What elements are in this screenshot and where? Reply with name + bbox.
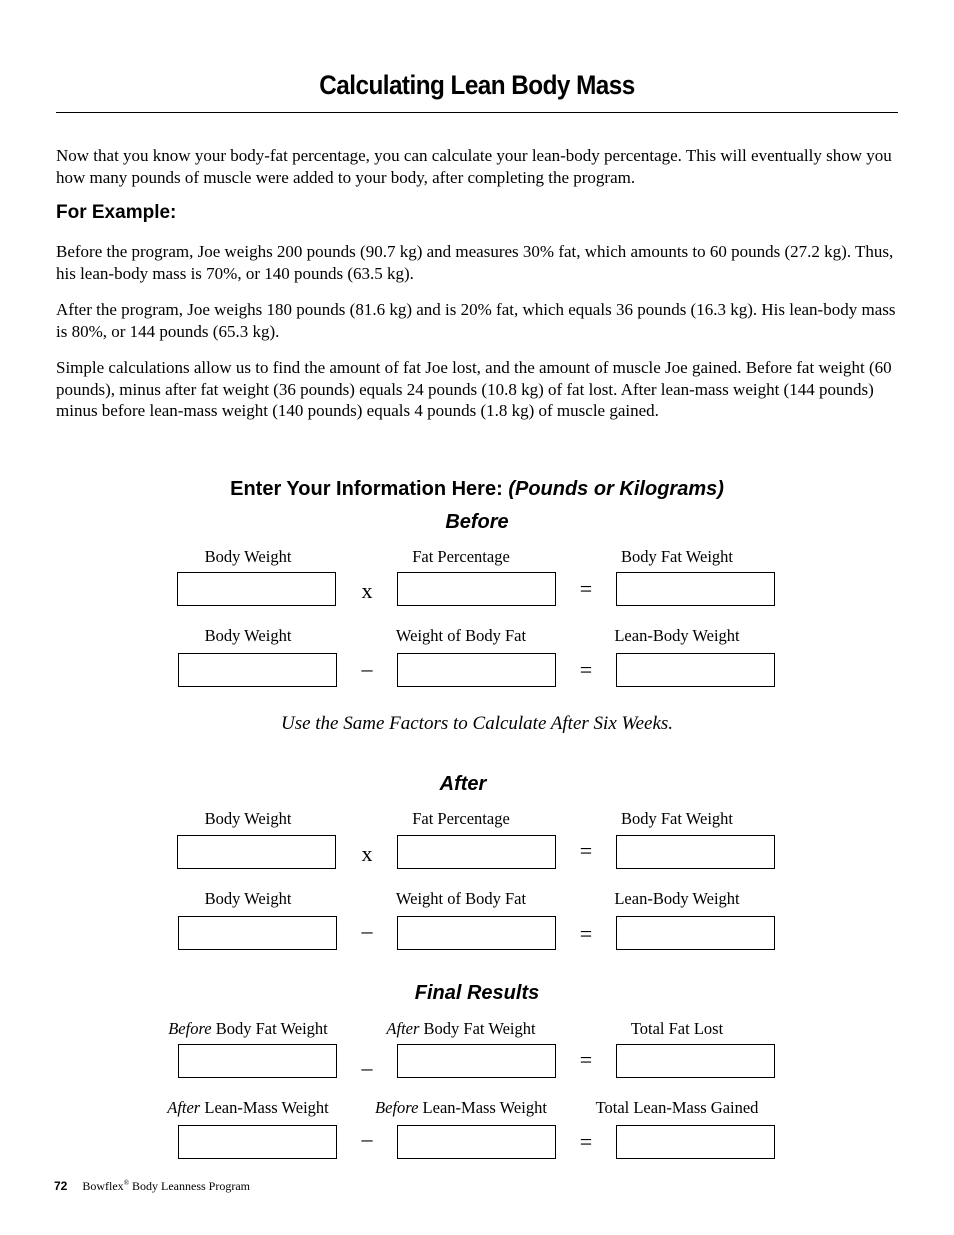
before-body-fat-weight-label: Body Fat Weight [620, 547, 734, 566]
after-lean-body-weight-label: Lean-Body Weight [614, 889, 740, 908]
lean-mass-weight-suffix: Lean-Mass Weight [204, 1098, 329, 1117]
after-body-weight-label: Body Weight [204, 809, 292, 828]
before-word: Before [168, 1019, 212, 1038]
body-fat-weight-suffix: Body Fat Weight [423, 1019, 536, 1038]
multiply-operator: x [361, 578, 373, 603]
example-paragraph-3: Simple calculations allow us to find the amount of fat Joe lost, and the amount of muscle Joe gained. Before fat weight (60 pounds), minus after fat weight (36 pounds) equals 24 pounds (10.8 kg) of fat lost. After lean-mass weight (144 pounds) minus before lean-mass weight (140 pounds) equals 4 pounds (1.8 kg) of muscle gained. [56, 358, 892, 420]
equals-operator: = [579, 838, 593, 863]
before-body-weight-input[interactable] [177, 572, 336, 606]
minus-operator: – [361, 1055, 373, 1080]
before-lean-mass-weight-label [361, 1098, 561, 1118]
before-fat-percentage-input[interactable] [397, 572, 556, 606]
intro-paragraph: Now that you know your body-fat percentage, you can calculate your lean-body percentage. This will eventually show you how many pounds of muscle were added to your body, after completing the program. [56, 146, 892, 187]
final-results-label: Final Results [414, 982, 540, 1004]
minus-operator: – [361, 918, 373, 943]
example-heading: For Example: [56, 202, 177, 223]
after-word: After [386, 1019, 420, 1038]
before-weight-of-body-fat-input[interactable] [397, 653, 556, 687]
equals-operator: = [579, 1047, 593, 1072]
after-fat-percentage-label: Fat Percentage [412, 809, 510, 828]
after-body-fat-weight-final-label [361, 1019, 561, 1039]
footer-brand: Bowflex [82, 1179, 124, 1193]
after-lean-mass-weight-label [148, 1098, 348, 1118]
multiply-operator: x [361, 841, 373, 866]
after-weight-of-body-fat-input[interactable] [397, 916, 556, 950]
registered-mark: ® [123, 1179, 130, 1187]
before-body-fat-weight-input[interactable] [616, 572, 775, 606]
equals-operator: = [579, 576, 593, 601]
after-lean-body-weight-input[interactable] [616, 916, 775, 950]
after-body-weight-input-2[interactable] [178, 916, 337, 950]
after-word: After [167, 1098, 201, 1117]
before-lean-body-weight-label: Lean-Body Weight [614, 626, 740, 645]
total-fat-lost-label: Total Fat Lost [630, 1019, 724, 1038]
after-body-fat-weight-input[interactable] [616, 835, 775, 869]
before-body-weight-label: Body Weight [204, 547, 292, 566]
footer-program: Body Leanness Program [132, 1179, 250, 1193]
title-rule [56, 112, 898, 113]
form-heading [0, 478, 954, 501]
six-weeks-note: Use the Same Factors to Calculate After Six Weeks. [280, 713, 674, 734]
after-lean-mass-weight-input[interactable] [178, 1125, 337, 1159]
example-paragraph-2: After the program, Joe weighs 180 pounds (81.6 kg) and is 20% fat, which equals 36 pounds (16.3 kg). His lean-body mass is 80%, or 144 pounds (65.3 kg). [56, 300, 896, 341]
page-footer [54, 1179, 250, 1194]
page-number: 72 [54, 1179, 68, 1193]
before-lean-body-weight-input[interactable] [616, 653, 775, 687]
body-fat-weight-suffix: Body Fat Weight [215, 1019, 328, 1038]
before-body-fat-weight-final-label [148, 1019, 348, 1039]
example-paragraph-1: Before the program, Joe weighs 200 pounds (90.7 kg) and measures 30% fat, which amounts to 60 pounds (27.2 kg). Thus, his lean-body mass is 70%, or 140 pounds (63.5 kg). [56, 242, 894, 283]
before-lean-mass-weight-input[interactable] [397, 1125, 556, 1159]
before-body-fat-weight-final-input[interactable] [178, 1044, 337, 1078]
minus-operator: – [361, 656, 373, 681]
after-body-fat-weight-final-input[interactable] [397, 1044, 556, 1078]
after-weight-of-body-fat-label: Weight of Body Fat [395, 889, 527, 908]
before-body-weight-label-2: Body Weight [204, 626, 292, 645]
before-weight-of-body-fat-label: Weight of Body Fat [395, 626, 527, 645]
total-fat-lost-input[interactable] [616, 1044, 775, 1078]
page-title: Calculating Lean Body Mass [319, 70, 635, 100]
after-body-weight-input[interactable] [177, 835, 336, 869]
after-section-label: After [439, 773, 487, 795]
total-lean-mass-gained-label: Total Lean-Mass Gained [595, 1098, 759, 1117]
before-fat-percentage-label: Fat Percentage [412, 547, 510, 566]
after-body-weight-label-2: Body Weight [204, 889, 292, 908]
form-heading-text: Enter Your Information Here: [230, 478, 503, 500]
equals-operator: = [579, 921, 593, 946]
minus-operator: – [361, 1126, 373, 1151]
before-section-label: Before [445, 511, 509, 533]
equals-operator: = [579, 657, 593, 682]
after-fat-percentage-input[interactable] [397, 835, 556, 869]
total-lean-mass-gained-input[interactable] [616, 1125, 775, 1159]
lean-mass-weight-suffix: Lean-Mass Weight [422, 1098, 547, 1117]
after-body-fat-weight-label: Body Fat Weight [620, 809, 734, 828]
form-heading-units: (Pounds or Kilograms) [508, 478, 724, 500]
equals-operator: = [579, 1129, 593, 1154]
before-word: Before [375, 1098, 419, 1117]
before-body-weight-input-2[interactable] [178, 653, 337, 687]
